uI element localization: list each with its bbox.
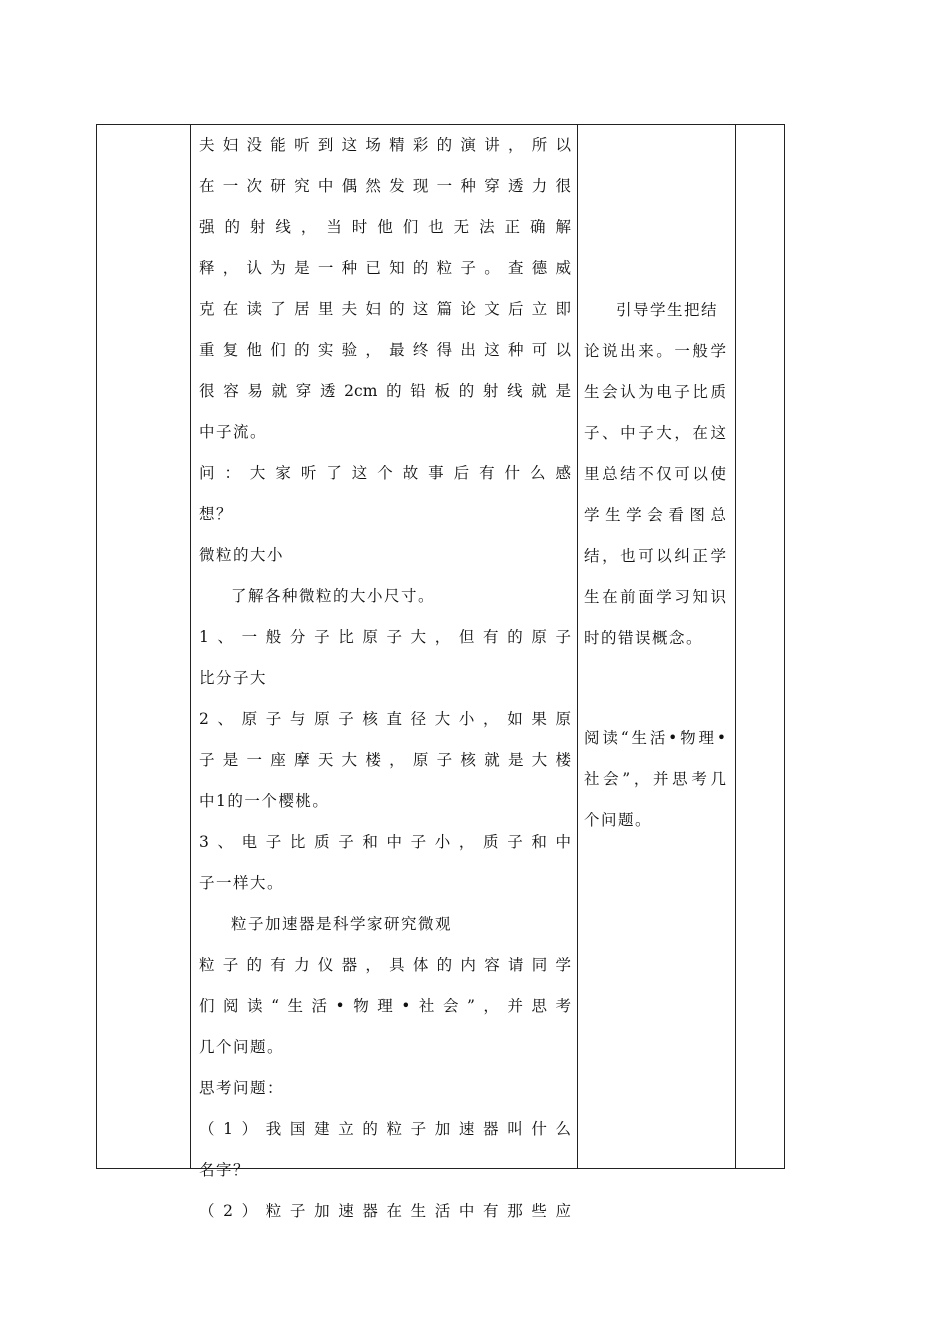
content-line: 夫妇没能听到这场精彩的演讲，所以: [199, 136, 571, 154]
activity-line: 引导学生把结: [616, 301, 719, 319]
table-column-left: [97, 125, 191, 1168]
content-line: 粒子加速器是科学家研究微观: [231, 915, 453, 933]
activity-line: 时的错误概念。: [584, 629, 704, 647]
table-column-right: [736, 125, 784, 1168]
content-line: 重复他们的实验，最终得出这种可以: [199, 341, 571, 359]
activity-line: 里总结不仅可以使: [584, 465, 726, 483]
activity-line: 社会”，并思考几: [584, 770, 726, 788]
activity-line: 阅读“生活•物理•: [584, 729, 726, 747]
spacer: [584, 659, 726, 718]
activity-line: 学生学会看图总: [584, 506, 726, 524]
content-line: 几个问题。: [199, 1038, 285, 1056]
activity-line: 论说出来。一般学: [584, 342, 726, 360]
teaching-content-cell: [191, 125, 578, 1220]
content-line: 释，认为是一种已知的粒子。查德威: [199, 259, 571, 277]
content-line: 粒子的有力仪器，具体的内容请同学: [199, 956, 571, 974]
content-line: 子是一座摩天大楼，原子核就是大楼: [199, 751, 571, 769]
activity-line: 结，也可以纠正学: [584, 547, 726, 565]
content-line: 了解各种微粒的大小尺寸。: [231, 587, 436, 605]
teaching-content-text: [199, 125, 571, 1232]
content-line: 比分子大: [199, 669, 268, 687]
content-line: 中1的一个樱桃。: [199, 792, 330, 810]
content-line: 3、电子比质子和中子小，质子和中: [199, 833, 571, 851]
student-activity-cell: [578, 125, 736, 1168]
activity-line: 个问题。: [584, 811, 653, 829]
content-line: 问：大家听了这个故事后有什么感: [199, 464, 571, 482]
activity-line: 子、中子大，在这: [584, 424, 726, 442]
content-line: 名字？: [199, 1161, 251, 1179]
content-line: 克在读了居里夫妇的这篇论文后立即: [199, 300, 571, 318]
section-heading: 微粒的大小: [199, 546, 285, 564]
activity-line: 生在前面学习知识: [584, 588, 726, 606]
content-line: 1、一般分子比原子大，但有的原子: [199, 628, 571, 646]
content-line: 2、原子与原子核直径大小，如果原: [199, 710, 571, 728]
content-line: 子一样大。: [199, 874, 285, 892]
content-line: 强的射线，当时他们也无法正确解: [199, 218, 571, 236]
activity-line: 生会认为电子比质: [584, 383, 726, 401]
content-line: 思考问题：: [199, 1079, 285, 1097]
content-line: 想？: [199, 505, 234, 523]
content-line: 中子流。: [199, 423, 268, 441]
content-line: 在一次研究中偶然发现一种穿透力很: [199, 177, 571, 195]
lesson-table: [96, 124, 785, 1220]
content-line: 们阅读“生活•物理•社会”，并思考: [199, 997, 571, 1015]
content-line: 很容易就穿透2cm的铅板的射线就是: [199, 382, 571, 400]
content-line: （1）我国建立的粒子加速器叫什么: [199, 1120, 571, 1138]
content-line: （2）粒子加速器在生活中有那些应: [199, 1202, 571, 1220]
student-activity-text: [584, 290, 726, 841]
